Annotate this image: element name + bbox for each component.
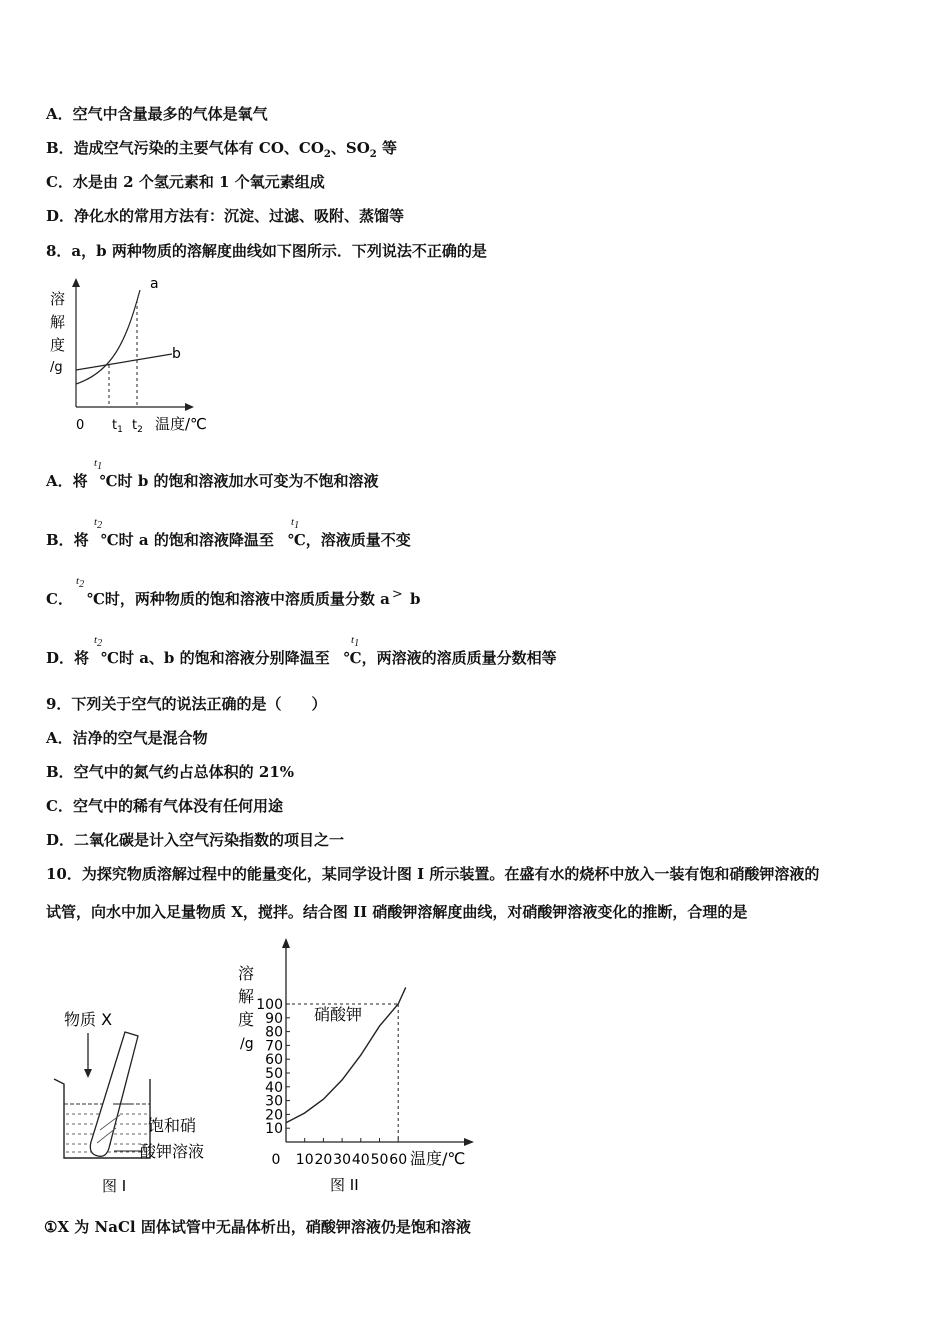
q8-t2-sub: 2 [137, 425, 143, 435]
q8-stem: 8．a，b 两种物质的溶解度曲线如下图所示．下列说法不正确的是 [46, 242, 487, 260]
q8-a-t [94, 457, 102, 472]
q10-option-1: ①X 为 NaCl 固体试管中无晶体析出，硝酸钾溶液仍是饱和溶液 [44, 1218, 471, 1236]
fig2-y-tick-label: 40 [265, 1079, 283, 1096]
q7-b-sub1: 2 [323, 149, 331, 160]
q7-option-d: D．净化水的常用方法有：沉淀、过滤、吸附、蒸馏等 [46, 207, 405, 225]
fig1-solution-label-2: 酸钾溶液 [140, 1142, 205, 1161]
q9-option-c: C．空气中的稀有气体没有任何用途 [46, 797, 283, 815]
q7-b-pre: B．造成空气污染的主要气体有 CO、CO [46, 139, 324, 157]
q8-b-t2-letter: t [291, 516, 295, 528]
q8-d-post: ℃，两溶液的溶质质量分数相等 [343, 649, 557, 667]
q8-x-arrow [185, 403, 194, 411]
fig1-test-tube [90, 1032, 138, 1156]
q10-figure-2 [232, 932, 482, 1202]
fig2-x-tick-label: 60 [389, 1152, 408, 1168]
fig2-x-tick-label: 10 [295, 1152, 314, 1168]
fig2-y-tick-label: 80 [265, 1024, 283, 1041]
q9-option-a: A．洁净的空气是混合物 [46, 729, 208, 747]
q8-d-t-sub: 2 [97, 638, 103, 650]
q7-b-post: 等 [376, 139, 397, 157]
q8-t2-label [132, 418, 143, 435]
q8-b-pre: B．将 [46, 531, 89, 549]
fig2-ylabel-1: 溶 [238, 964, 255, 983]
fig2-y-tick-label: 90 [265, 1010, 283, 1027]
q8-solubility-graph [40, 272, 230, 442]
q8-t2-t: t [132, 418, 138, 433]
fig1-caption: 图 I [102, 1177, 127, 1195]
fig2-x-tick-label: 40 [351, 1152, 370, 1168]
fig2-ylabel-3: 度 [238, 1010, 255, 1029]
q8-c-t-letter: t [76, 575, 80, 587]
q8-option-b [46, 516, 411, 550]
q8-label-b: b [172, 346, 181, 362]
q8-label-a: a [150, 276, 159, 292]
fig2-x-tick-label: 0 [271, 1152, 281, 1168]
fig2-y-tick-label: 50 [265, 1066, 283, 1082]
q8-b-t [94, 516, 102, 531]
q7-option-b [46, 137, 397, 160]
q8-ylabel-3: 度 [50, 336, 66, 354]
q8-b-post: ℃，溶液质量不变 [287, 531, 411, 549]
fig2-x-tick-label: 20 [314, 1152, 333, 1168]
q8-c-pre: C． [46, 590, 73, 608]
fig2-caption: 图 II [330, 1176, 359, 1194]
q8-d-t-letter: t [94, 634, 98, 646]
q8-a-t-letter: t [94, 457, 98, 469]
q8-curve-b [76, 354, 172, 370]
fig1-solution-label-1: 饱和硝 [148, 1116, 197, 1135]
q8-d-mid: ℃时 a、b 的饱和溶液分别降温至 [101, 649, 330, 667]
q8-t1-label [112, 418, 123, 435]
q8-a-post: ℃时 b 的饱和溶液加水可变为不饱和溶液 [99, 472, 379, 490]
fig2-y-tick-label: 60 [265, 1052, 283, 1069]
q8-ylabel-2: 解 [50, 313, 66, 331]
q8-option-c [46, 575, 421, 609]
q8-d-t2-letter: t [351, 634, 355, 646]
q8-a-t-sub: 1 [97, 461, 103, 473]
fig2-x-tick-label: 50 [370, 1152, 389, 1168]
q8-origin: 0 [76, 418, 85, 433]
q8-ylabel-1: 溶 [50, 290, 66, 308]
q8-y-arrow [72, 278, 80, 287]
fig2-x-tick-label: 30 [333, 1152, 352, 1168]
q10-stem-line1: 10．为探究物质溶解过程中的能量变化，某同学设计图 I 所示装置。在盛有水的烧杯中放入一装有饱和硝酸钾溶液的 [46, 865, 820, 883]
q8-b-t-sub: 2 [97, 520, 103, 532]
q8-t1-sub: 1 [117, 425, 123, 435]
q8-ylabel-4: /g [50, 360, 63, 375]
q10-figure-1 [40, 1000, 240, 1200]
fig2-xlabel: 温度/℃ [410, 1149, 466, 1168]
q8-option-d [46, 634, 557, 668]
q8-d-t2-sub: 1 [354, 638, 360, 650]
fig2-ylabel-2: 解 [238, 987, 255, 1006]
q8-d-pre: D．将 [46, 649, 90, 667]
q7-b-sub2: 2 [369, 149, 377, 160]
fig2-y-arrow [282, 938, 290, 948]
q7-option-c: C．水是由 2 个氢元素和 1 个氧元素组成 [46, 173, 325, 191]
q9-option-d: D．二氧化碳是计入空气污染指数的项目之一 [46, 831, 345, 849]
q8-t1-t: t [112, 418, 118, 433]
fig2-y-ticks [256, 997, 290, 1137]
fig2-y-tick-label: 70 [265, 1038, 283, 1055]
q9-option-b: B．空气中的氮气约占总体积的 21% [46, 763, 295, 781]
q8-c-t-sub: 2 [79, 579, 85, 591]
q8-c-t [76, 575, 84, 590]
q8-b-mid: ℃时 a 的饱和溶液降温至 [100, 531, 274, 549]
q8-c-gt: > [391, 587, 403, 602]
q8-xlabel: 温度/℃ [155, 415, 207, 433]
fig2-curve-label: 硝酸钾 [314, 1005, 363, 1024]
q8-a-pre: A．将 [46, 472, 88, 490]
fig2-y-tick-label: 10 [265, 1121, 283, 1138]
fig2-x-arrow [464, 1138, 474, 1146]
q8-curve-a [76, 290, 140, 384]
q8-b-t2-sub: 1 [294, 520, 300, 532]
fig2-y-tick-label: 20 [265, 1107, 283, 1124]
fig2-y-tick-label: 30 [265, 1093, 283, 1110]
fig2-ylabel-4: /g [240, 1036, 254, 1052]
fig1-arrow-head [84, 1069, 92, 1078]
q10-stem-line2: 试管，向水中加入足量物质 X，搅拌。结合图 II 硝酸钾溶解度曲线，对硝酸钾溶液变化的推断，合理的是 [46, 903, 748, 921]
q8-b-t2 [291, 516, 299, 531]
q8-d-t2 [351, 634, 359, 649]
q9-stem: 9．下列关于空气的说法正确的是（ ） [46, 695, 327, 713]
q8-c-post: b [404, 590, 421, 608]
q7-b-mid: 、SO [330, 139, 370, 157]
q8-option-a [46, 457, 379, 491]
q7-option-a: A．空气中含量最多的气体是氧气 [46, 105, 268, 123]
q8-d-t [94, 634, 102, 649]
q8-c-mid: ℃时，两种物质的饱和溶液中溶质质量分数 a [86, 590, 390, 608]
fig1-substance-label: 物质 X [64, 1010, 113, 1029]
fig2-y-tick-label: 100 [256, 997, 283, 1013]
q8-b-t-letter: t [94, 516, 98, 528]
